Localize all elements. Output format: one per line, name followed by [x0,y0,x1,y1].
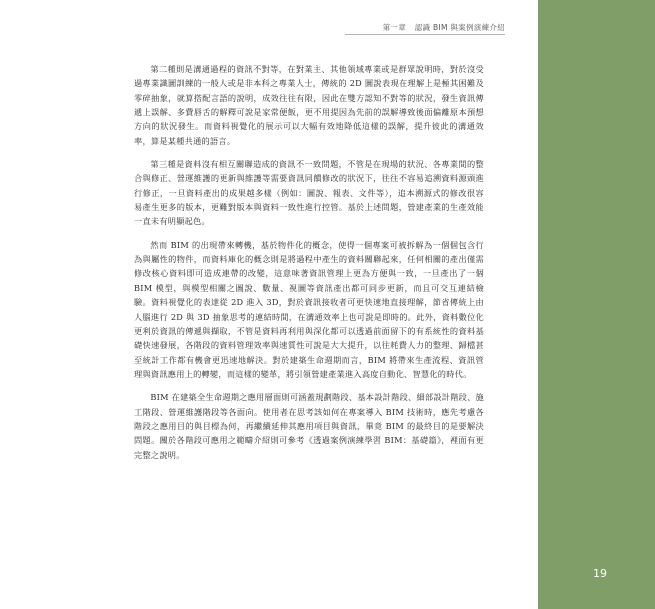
paragraph-2: 第三種是資料沒有相互關聯造成的資訊不一致問題，不管是在現場的狀況、各專業間的整合與修正、營運維護的更新與維護等需要資訊同饋修改的狀況下，往往不容易追溯資料源頭進行修正，一旦資料產出的成果越多樣（例如：圖說、報表、文件等），追本溯源式的修改很容易產生更多的版本，更難對版本與資料一致性進行控管。基於上述問題，營建產業的生產效能一直未有明顯起色。 [134,159,484,227]
paragraph-4: BIM 在建築全生命週期之應用層面則可涵蓋規劃階段、基本設計階段、細部設計階段、施工階段、營運維護階段等各面向。使用者在思考該如何在專案導入 BIM 技術時，應先考慮各階段之應用目的與目標為何，再繼續延伸其應用項目與資訊，畢竟 BIM 的最終目的是要解決問題。關於各階段可應用之範疇介紹則可參考《透過案例演練學習 BIM：基礎篇》，裡面有更完整之說明。 [134,392,484,460]
chapter-title: 認識 BIM 與案例演練介紹 [414,23,505,32]
page-number: 19 [593,567,607,580]
green-sidebar [538,0,655,609]
paragraph-3: 然而 BIM 的出現帶來轉機，基於物件化的概念，使得一個專案可被拆解為一個個包含行為與屬性的物件，而資料庫化的概念則是將過程中產生的資料關聯起來，任何相關的產出僅需修改核心資料即可造成連帶的改變，這意味著資訊管理上更為方便與一致，一旦產出了一個 BIM 模型，與模型相關之圖說、數量、視圖等資訊產出都可同步更新，而且可交互連結檢驗。資料視覺化的表達從 2D 進入 3D，對於資訊接收者可更快速地直接理解，節省傳統上由人腦進行 2D 與 3D 抽象思考的連結時間，在溝通效率上也可說是即時的。此外，資料數位化更利於資訊的傳遞與擷取，不管是資料再利用與深化都可以透過前面留下的有系統性的資料基礎快速發展，各階段的資料管理效率與速質性可說是大大提升，以往耗費人力的整理、歸檔甚至統計工作都有機會更迅速地解決。對於建築生命週期而言，BIM 將帶來生產流程、資訊管理與資訊應用上的轉變，而這樣的變革，將引領營建產業進入高度自動化、智慧化的時代。 [134,239,484,379]
paragraph-1: 第二種則是溝通過程的資訊不對等，在對業主、其他領域專業或是群眾說明時，對於沒受過專業識圖訓練的一般人或是非本科之專業人士，傳統的 2D 圖說表現在理解上是極其困難及零碎抽象，就算搭配言語的說明，成效往往有限，因此在雙方認知不對等的狀況，發生資訊傳遞上誤解、多費唇舌的解釋可說是家常便飯，更不用提因為先前的誤解導致後面偏離原本預想方向的狀況發生。而資料視覺化的展示可以大幅有效地降低這樣的誤解，提升彼此的溝通效率，算是某種共通的語言。 [134,64,484,146]
running-header [383,22,505,33]
body-text [134,62,484,471]
chapter-label: 第一章 [382,23,407,32]
header-rule [345,34,505,35]
